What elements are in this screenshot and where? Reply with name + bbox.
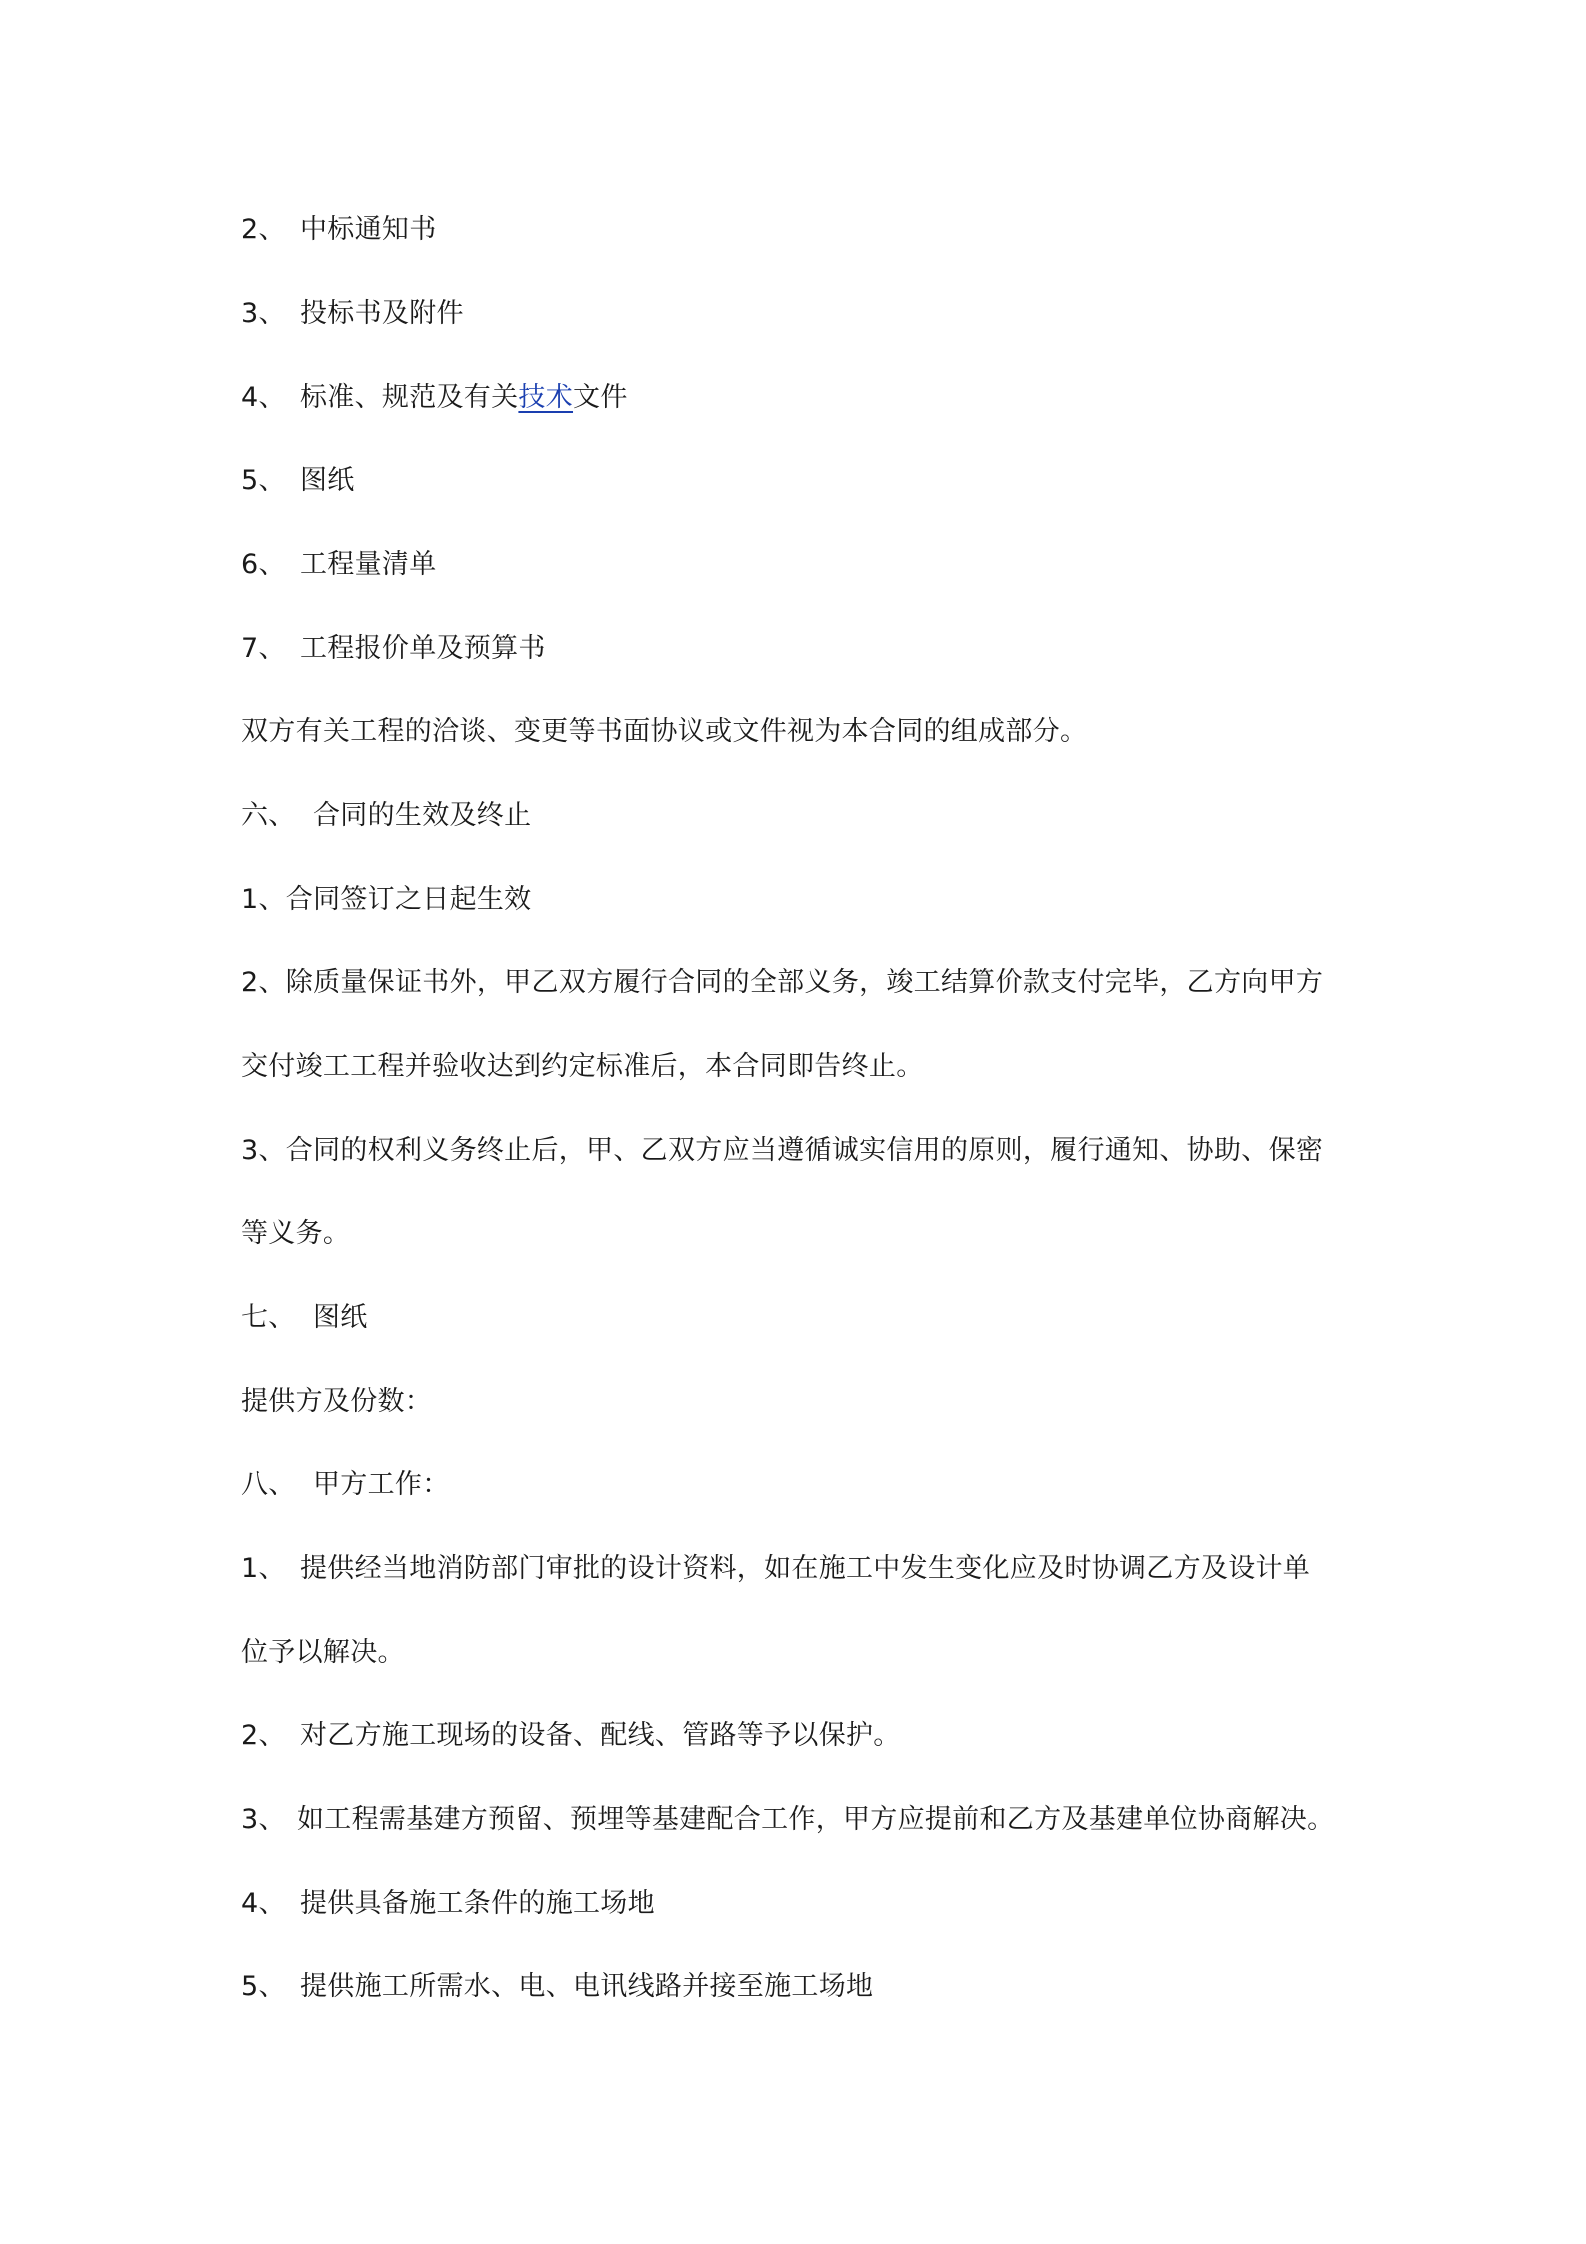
list-item [241,1718,901,1754]
list-text: 工程报价单及预算书 [300,633,546,664]
list-number: 5、 [241,1971,286,2002]
list-item [241,631,546,667]
list-number: 2、 [241,214,286,245]
list-text: 提供具备施工条件的施工场地 [300,1888,655,1919]
section-number: 八、 [241,1469,296,1500]
list-item [241,1886,655,1922]
list-number: 6、 [241,549,286,580]
paragraph-continuation: 等义务。 [241,1218,351,1249]
list-text-after: 文件 [573,382,628,413]
section-number: 六、 [241,800,296,831]
list-text: 投标书及附件 [300,298,464,329]
list-text: 如工程需基建方预留、预埋等基建配合工作，甲方应提前和乙方及基建单位协商解决。 [297,1804,1335,1835]
list-number: 5、 [241,465,286,496]
list-item [241,1969,873,2005]
list-item-continuation: 位予以解决。 [241,1637,405,1668]
list-text: 提供经当地消防部门审批的设计资料，如在施工中发生变化应及时协调乙方及设计单 [300,1553,1311,1584]
paragraph: 2、除质量保证书外，甲乙双方履行合同的全部义务，竣工结算价款支付完毕，乙方向甲方 [241,967,1324,998]
section-title: 甲方工作： [313,1469,450,1500]
list-item [241,1551,1310,1587]
paragraph: 3、合同的权利义务终止后，甲、乙双方应当遵循诚实信用的原则，履行通知、协助、保密 [241,1135,1324,1166]
section-heading [241,798,531,834]
list-text: 对乙方施工现场的设备、配线、管路等予以保护。 [300,1720,901,1751]
list-item [241,212,437,248]
list-item [241,296,464,332]
list-item [241,463,355,499]
section-heading [241,1300,368,1336]
paragraph: 提供方及份数： [241,1386,433,1417]
list-number: 3、 [241,298,286,329]
list-item [241,1802,1334,1838]
list-text: 工程量清单 [300,549,437,580]
paragraph-note: 双方有关工程的洽谈、变更等书面协议或文件视为本合同的组成部分。 [241,716,1088,747]
section-title: 合同的生效及终止 [313,800,532,831]
section-heading [241,1467,450,1503]
section-number: 七、 [241,1302,296,1333]
list-text: 中标通知书 [300,214,437,245]
list-number: 4、 [241,1888,286,1919]
technical-link[interactable]: 技术 [518,382,574,413]
section-title: 图纸 [313,1302,368,1333]
list-number: 4、 [241,382,286,413]
list-number: 2、 [241,1720,286,1751]
list-number: 7、 [241,633,286,664]
paragraph: 1、合同签订之日起生效 [241,884,532,915]
list-number: 3、 [241,1804,286,1835]
paragraph-continuation: 交付竣工工程并验收达到约定标准后，本合同即告终止。 [241,1051,924,1082]
list-text: 标准、规范及有关 [300,382,519,413]
list-number: 1、 [241,1553,286,1584]
list-text: 图纸 [300,465,355,496]
list-text: 提供施工所需水、电、电讯线路并接至施工场地 [300,1971,874,2002]
list-item [241,380,628,416]
list-item [241,547,437,583]
